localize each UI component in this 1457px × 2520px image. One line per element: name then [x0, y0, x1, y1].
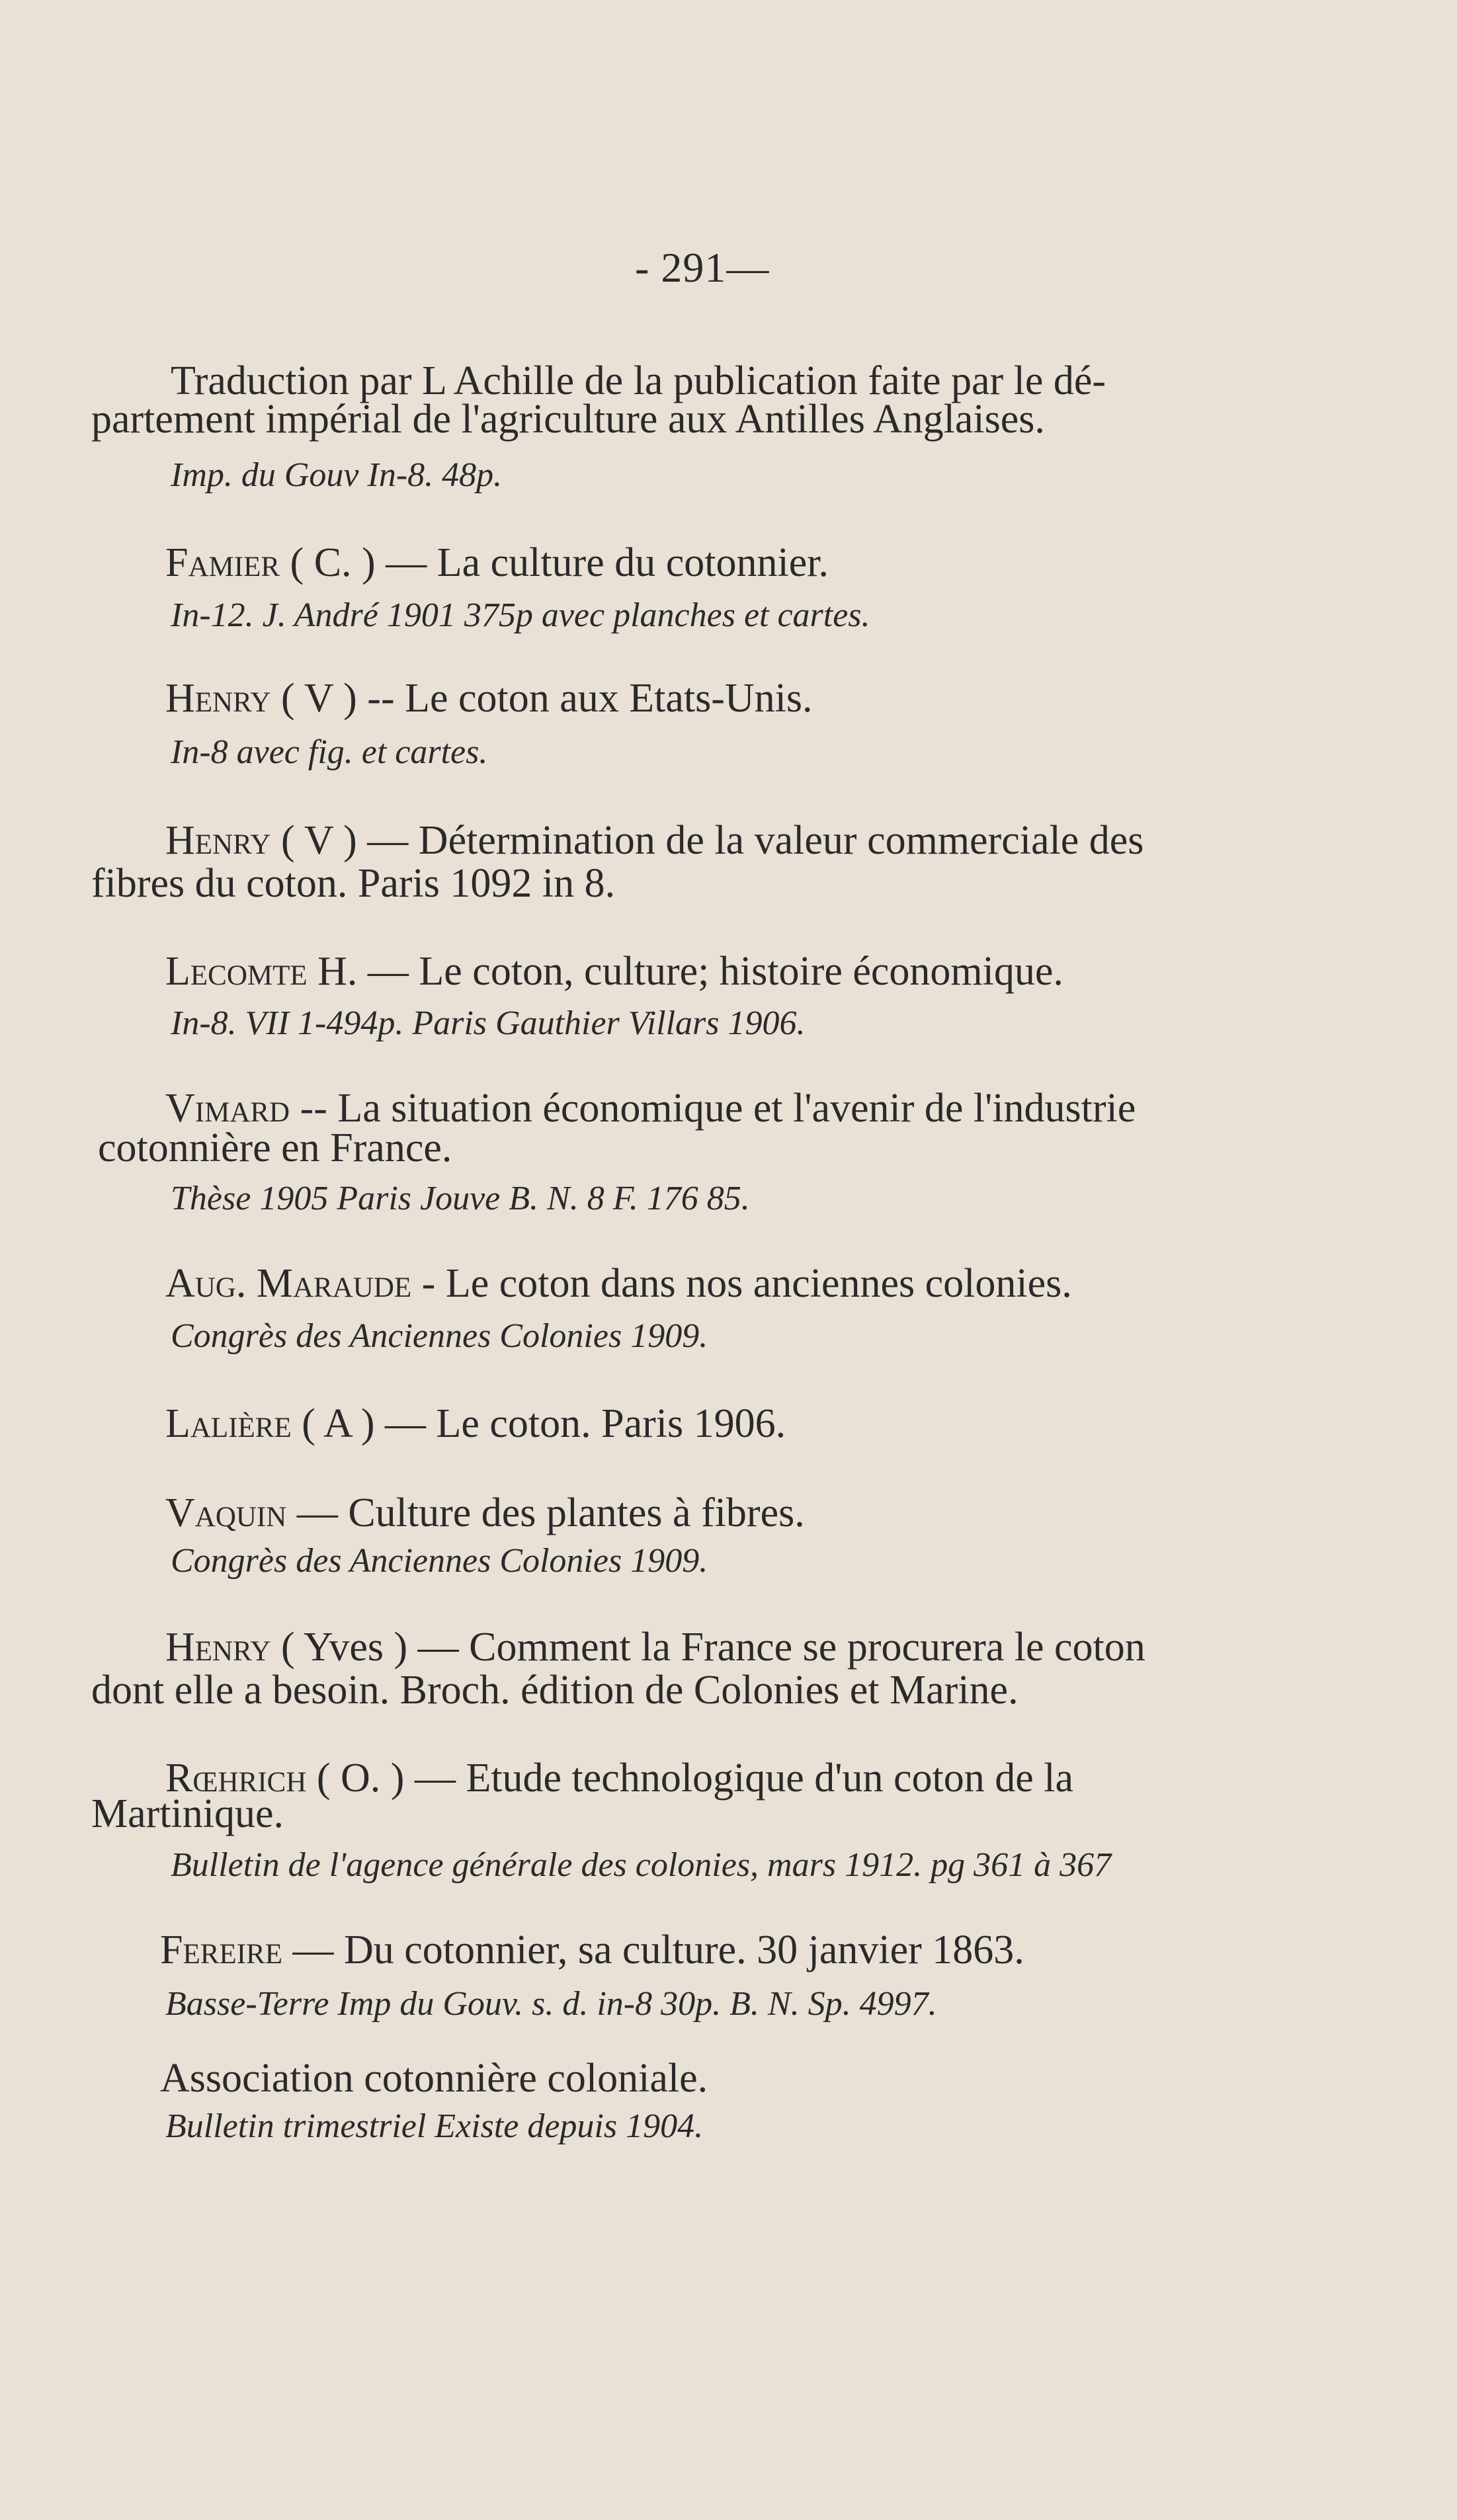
entry-3-reference: In-8 avec fig. et cartes.	[171, 733, 488, 771]
entry-10-title: ( Yves ) — Comment la France se procurera le coton	[280, 1625, 1145, 1670]
entry-12-author: Fereire	[160, 1928, 282, 1972]
entry-7-title: - Le coton dans nos anciennes colonies.	[421, 1261, 1072, 1306]
entry-11-line-2: Martinique.	[91, 1791, 284, 1836]
entry-8-line-1	[165, 1403, 786, 1444]
entry-7-author: Aug. Maraude	[165, 1261, 412, 1306]
entry-11-line-1	[165, 1758, 1073, 1799]
entry-8-title: ( A ) — Le coton. Paris 1906.	[302, 1401, 786, 1446]
entry-2-line-1	[165, 542, 829, 583]
entry-10-line-2: dont elle a besoin. Broch. édition de Colonies et Marine.	[91, 1668, 1019, 1713]
entry-7-line-1	[165, 1263, 1072, 1304]
entry-6-reference: Thèse 1905 Paris Jouve B. N. 8 F. 176 85.	[171, 1180, 750, 1217]
entry-5-line-1	[165, 951, 1063, 992]
entry-1-line-1: Traduction par L Achille de la publication faite par le dé-	[171, 358, 1106, 403]
entry-1-reference: Imp. du Gouv In-8. 48p.	[171, 456, 503, 494]
entry-6-author: Vimard	[165, 1086, 290, 1131]
entry-4-line-1	[165, 820, 1144, 861]
entry-11-title: ( O. ) — Etude technologique d'un coton de la	[316, 1756, 1073, 1801]
entry-2-title: ( C. ) — La culture du cotonnier.	[290, 540, 829, 585]
entry-10-author: Henry	[165, 1625, 271, 1670]
entry-5-reference: In-8. VII 1-494p. Paris Gauthier Villars 1906.	[171, 1004, 806, 1042]
entry-7-reference: Congrès des Anciennes Colonies 1909.	[171, 1317, 708, 1355]
entry-11-reference: Bulletin de l'agence générale des colonies, mars 1912. pg 361 à 367	[171, 1846, 1112, 1884]
entry-8-author: Lalière	[165, 1401, 292, 1446]
entry-2-reference: In-12. J. André 1901 375p avec planches et cartes.	[171, 596, 870, 634]
entry-6-line-1	[165, 1088, 1136, 1129]
entry-9-author: Vaquin	[165, 1490, 287, 1535]
entry-3-author: Henry	[165, 676, 271, 721]
entry-5-author: Lecomte	[165, 949, 308, 994]
entry-13-line-1: Association cotonnière coloniale.	[160, 2056, 708, 2101]
entry-6-title: -- La situation économique et l'avenir de l'industrie	[300, 1086, 1136, 1131]
entry-9-line-1	[165, 1492, 805, 1533]
entry-4-author: Henry	[165, 818, 271, 863]
entry-12-reference: Basse-Terre Imp du Gouv. s. d. in-8 30p. B. N. Sp. 4997.	[165, 1985, 937, 2023]
entry-5-title: H. — Le coton, culture; histoire économique.	[317, 949, 1063, 994]
entry-1-line-2: partement impérial de l'agriculture aux Antilles Anglaises.	[91, 397, 1045, 442]
entry-11-author: Rœhrich	[165, 1756, 307, 1801]
entry-12-title: — Du cotonnier, sa culture. 30 janvier 1863.	[292, 1928, 1024, 1972]
entry-4-title: ( V ) — Détermination de la valeur commerciale des	[280, 818, 1144, 863]
entry-6-line-2: cotonnière en France.	[98, 1125, 452, 1170]
entry-9-title: — Culture des plantes à fibres.	[296, 1490, 805, 1535]
page-number: - 291—	[635, 244, 770, 291]
entry-3-line-1	[165, 678, 813, 719]
entry-3-title: ( V ) -- Le coton aux Etats-Unis.	[280, 676, 813, 721]
entry-4-line-2: fibres du coton. Paris 1092 in 8.	[91, 861, 616, 906]
entry-9-reference: Congrès des Anciennes Colonies 1909.	[171, 1542, 708, 1580]
entry-2-author: Famier	[165, 540, 280, 585]
entry-12-line-1	[160, 1930, 1024, 1971]
entry-10-line-1	[165, 1627, 1145, 1668]
entry-13-reference: Bulletin trimestriel Existe depuis 1904.	[165, 2107, 704, 2145]
